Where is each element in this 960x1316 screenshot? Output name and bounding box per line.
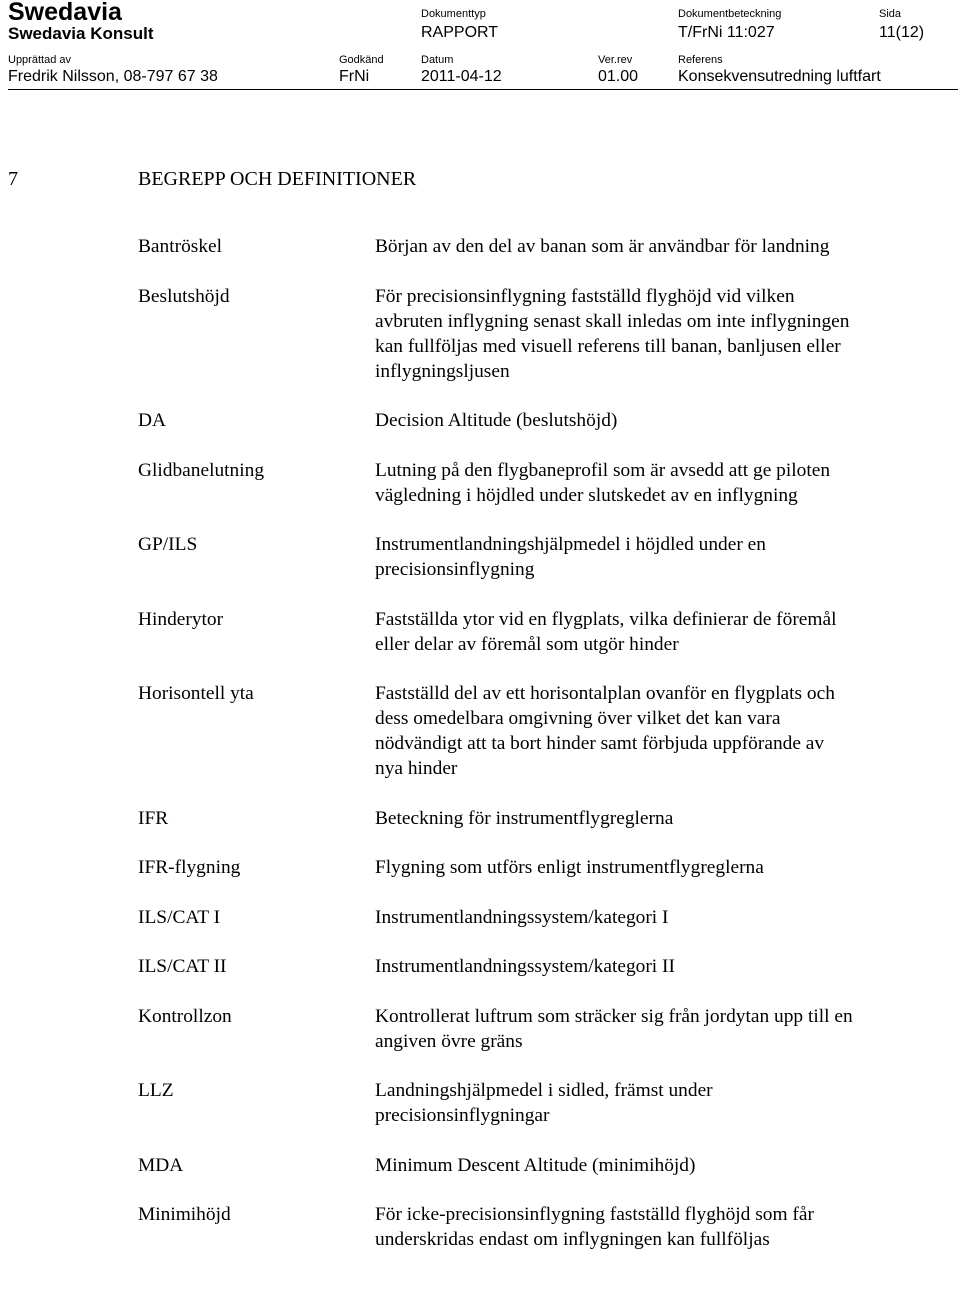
definition-row: [138, 408, 958, 433]
page-label: Sida: [879, 8, 902, 20]
definition-term: GP/ILS: [138, 534, 198, 555]
definition-text: Landningshjälpmedel i sidled, främst under precisionsinflygningar: [375, 1080, 713, 1126]
definition-row: [138, 284, 958, 384]
definition-term: DA: [138, 410, 167, 431]
definition-text: Flygning som utförs enligt instrumentflygreglerna: [375, 857, 764, 878]
definition-term: IFR-flygning: [138, 857, 241, 878]
definition-term: Glidbanelutning: [138, 459, 265, 481]
definition-row: [138, 607, 958, 657]
rev-label: Ver.rev: [598, 54, 633, 66]
definition-term: ILS/CAT I: [138, 906, 221, 928]
definition-text: Instrumentlandningshjälpmedel i höjdled under en precisionsinflygning: [375, 534, 766, 580]
definition-row: [138, 1078, 958, 1128]
definition-term: Horisontell yta: [138, 683, 254, 704]
definition-term: Bantröskel: [138, 236, 223, 257]
author: Fredrik Nilsson, 08-797 67 38: [8, 68, 218, 85]
date-label: Datum: [421, 54, 454, 66]
definition-row: [138, 1004, 958, 1054]
definition-row: [138, 458, 958, 508]
definition-text: Decision Altitude (beslutshöjd): [375, 410, 618, 431]
definition-text: Fastställd del av ett horisontalplan ovanför en flygplats och dess omedelbara omgivning över vilket det kan vara nödvändigt att ta bort hinder samt förbjuda uppförande av nya hinder: [375, 683, 835, 779]
definition-text: Beteckning för instrumentflygreglerna: [375, 807, 674, 829]
doc-type-label: Dokumenttyp: [421, 8, 486, 20]
revision: 01.00: [598, 68, 639, 85]
page-number: 11(12): [879, 24, 925, 41]
header-divider: [8, 89, 958, 90]
definition-term: Kontrollzon: [138, 1005, 232, 1027]
definition-text: Instrumentlandningssystem/kategori I: [375, 906, 669, 928]
date: 2011-04-12: [421, 68, 502, 85]
doc-type: RAPPORT: [421, 24, 499, 41]
definition-term: IFR: [138, 807, 169, 829]
reference: Konsekvensutredning luftfart: [678, 68, 881, 85]
definition-term: LLZ: [138, 1080, 174, 1101]
definition-term: Beslutshöjd: [138, 285, 230, 307]
author-label: Upprättad av: [8, 54, 71, 66]
definition-text: För precisionsinflygning fastställd flyghöjd vid vilken avbruten inflygning senast skall inledas om inte inflygningen kan fullföljas med visuell referens till banan, banljusen eller inflygningsljusen: [375, 285, 850, 382]
definition-text: Början av den del av banan som är användbar för landning: [375, 236, 830, 257]
approved: FrNi: [339, 68, 370, 85]
reference-label: Referens: [678, 54, 723, 66]
definition-text: Minimum Descent Altitude (minimihöjd): [375, 1154, 696, 1176]
definition-row: [138, 806, 958, 831]
definition-row: [138, 1153, 958, 1178]
definition-row: [138, 855, 958, 880]
definition-text: Instrumentlandningssystem/kategori II: [375, 956, 675, 977]
doc-id: T/FrNi 11:027: [678, 24, 775, 41]
brand-name: Swedavia: [8, 0, 122, 26]
definition-text: Kontrollerat luftrum som sträcker sig från jordytan upp till en angiven övre gräns: [375, 1005, 853, 1052]
section-number: 7: [8, 168, 18, 190]
doc-id-label: Dokumentbeteckning: [678, 8, 782, 20]
definition-text: Fastställda ytor vid en flygplats, vilka definierar de föremål eller delar av föremål som utgör hinder: [375, 608, 837, 655]
definition-row: [138, 532, 958, 582]
approved-label: Godkänd: [339, 54, 384, 66]
definition-text: För icke-precisionsinflygning fastställd flyghöjd som får underskridas endast om inflygningen kan fullföljas: [375, 1204, 814, 1250]
definitions-list: [138, 234, 958, 1277]
definition-text: Lutning på den flygbaneprofil som är avsedd att ge piloten vägledning i höjdled under slutskedet av en inflygning: [375, 459, 831, 506]
definition-term: Minimihöjd: [138, 1204, 231, 1225]
definition-term: Hinderytor: [138, 608, 224, 630]
definition-term: ILS/CAT II: [138, 956, 227, 977]
definition-term: MDA: [138, 1154, 184, 1176]
definition-row: [138, 681, 958, 781]
definition-row: [138, 234, 958, 259]
section-title: BEGREPP OCH DEFINITIONER: [138, 168, 417, 190]
definition-row: [138, 1202, 958, 1252]
definition-row: [138, 905, 958, 930]
definition-row: [138, 954, 958, 979]
brand-sub: Swedavia Konsult: [8, 24, 154, 43]
